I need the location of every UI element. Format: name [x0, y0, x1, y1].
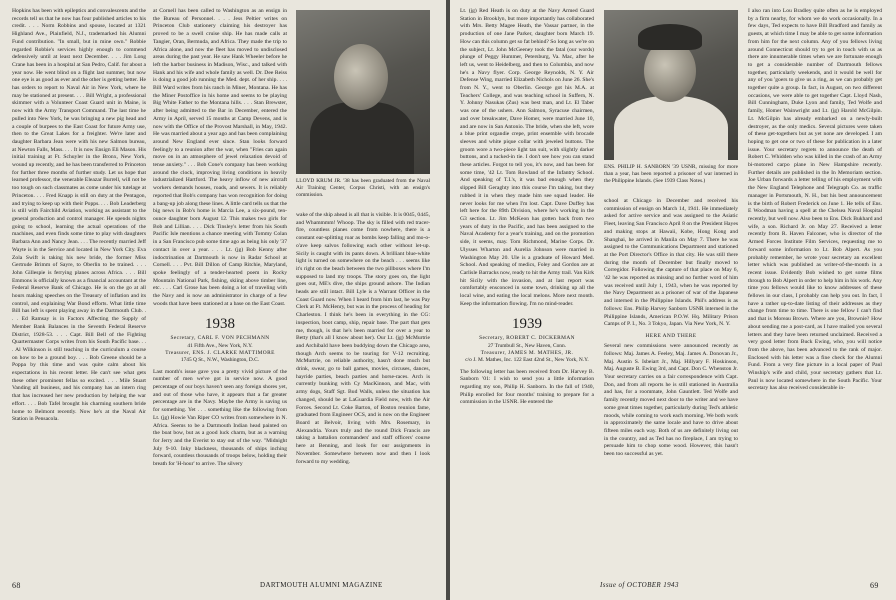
- right-column-3: [748, 8, 882, 568]
- class-notes-text: Last month's issue gave you a pretty vivid picture of the number of men we've got in service now. A good percentage of our boys haven't seen any foreign shores yet, and out of those who have, it appears that a far greater percentage are in the Navy. Maybe the Army is saving us for something. Yet . . . something like the following from Lt. (jg) Howie Van Riper CO writes from somewhere in N. Africa. Seems to be a Dartmouth Indian head painted on the boat bow, but as a good luck charm, but as a warning for Jerry and the Everist to stay out of the way. "Midnight July 9-10. Inky blackness, thousands of ships inching forward, countless thousands of troops below, holding their breath for 'H-hour' to arrive. The silvery: [153, 368, 287, 468]
- class-notes-text: Lt. (jg) Red Heath is on duty at the Navy Armed Guard Station in Brooklyn, but more importantly has collaborated with Mrs. Betty Magee Heath, the Vassar partner, in the production of one Jane Parker, daughter born March 19. How can this column get so fat behind? So long as we're on the subject, Lt. John McGeeney took the fatal (our words) plunge of Peggy Hummer, Petersburg, Va. Mac, after he left us, went to Heidelberg, and then to Columbia, and now he's a Navy flyer. Corp. George Reynolds, N. Y. Air Defense Wing, married Elizabeth Nichols on June 26. She's from N. Y., went to Oberlin. George got his M.A. at Teachers' College, and was teaching school in Suffern, N. Y. Johnny Nasukas (Zus) was best man, and Lt. El Taber was one of the ushers. Ann Salmon, Syracuse chairmen, and over breakwater, Dave Homer, were married June 10, and are now in San Antonio. The bride, when she left, wore a blue print organdie crepe, print ensemble with brocade sleeves and white pique collar with jeweled buttons. The groom wore a two-piece light tan suit, with slightly darker buttons, and a tucked-in tie. I don't see how you can stand these articles. Forgot to tell you, it's now, and has been for some time, '42 Lt. Tom Rowland of the Infantry School. And speaking of T.I.'s, it was bad enough when they slipped Bill Geraghty into this course I'm taking, but they rubbed it in when they made him see squad leader. He never looks for me when I'm lost. Capt. Dave Duffey has left here for the 89th Division, where he's working in the G3 section. Lt. Jim McKeon has gotten back from two years of duty in the Pacific, and has been assigned to the Naval Academy for a year's training, and on the promotion side, it seems, may. Tom Richmond, Marine Corps. Dr. Ulysses Wharton and Aurelia Johnson were married in Washington May 20. Ule is a graduate of Howard Med. School. And speaking of medics, Foley and Gordon are at Carlisle Barracks now, ready to hit the Army trail. Van Kirk hit Sicily with the invasion, and at last report was comfortably ensconced in some town, drinking up all the local wine, and eating the local melons. More next month. Keep the information flowing. I'm no mind-reader.: [460, 8, 594, 307]
- right-column-1: [460, 8, 594, 568]
- left-column-3: [296, 212, 430, 568]
- class-year-heading: 1939: [512, 316, 542, 333]
- left-page: [0, 0, 446, 600]
- secretary-line: Secretary, ROBERT C. DICKERMAN: [479, 335, 575, 342]
- issue-date: Issue of OCTOBER 1943: [600, 581, 679, 589]
- section-heading-here-and-there: HERE AND THERE: [645, 332, 697, 339]
- page-number: 68: [12, 581, 21, 590]
- page-number: 69: [870, 581, 879, 590]
- secretary-address: 27 Trumbull St., New Haven, Conn.: [487, 342, 567, 349]
- right-page: [450, 0, 896, 600]
- secretary-address: 41 Fifth Ave., New York, N.Y.: [187, 342, 253, 349]
- photo-caption: ENS. PHILIP H. SANBORN '39 USNR, missing for more than a year, has been reported a prisoner of war interned in the Philippine Islands. (See 1939 Class Notes.): [604, 164, 738, 185]
- class-notes-text: at Cornell has been called to Washington as an ensign in the Bureau of Personnel. . . . Jess Peltier writes on Princeton Club stationery claiming his destroyer has proved to be a swell cruise ship. He has made calls at Tangier, Oran, Bermuda, and Africa. They made the trip to Africa alone, and now the fleet has moved to undisclosed areas during the past year. He saw Hank Wheeler before he left the harbor business in Madison, Wisc., and talked with Hank and his wife and whole family as well. Dr. Dee Reiss is doing a good job running the Med. dept. of her ship. . . . Bill Ward writes from his ranch in Miner, Montana. He has the Miner Postoffice in his home and seems to be playing Big White Father to the Montana hills. . . . Stan Brewster, after being admitted to the Bar in December, entered the Army in April, served 15 months at Camp Devens, and is now with the Office of the Provost Marshall, in May, 1942. He was married about a year ago and has been complaining around New England ever since. Stan looks forward feelingly to a reunion after the war, when "Fries can again move on in an atmosphere of jewel relaxation devoid of tense anxiety." . . . Bob Cone's company has been working around the clock, improving living conditions in heavily industrialized Hartford. The heavy inflow of new aircraft workers demands houses, roads, and sewers. It is reliably reported that Bob's company has won recognition for doing a bang-up job along these lines. A little card tells us that the big news in Bob's home is Marcia Lee, a six-pound, ten-ounce daughter born August 12. This makes two girls for Bob and Lillian. . . . Dick Tinsley's letter from his South Pacific Isle mentions a chance meeting with Tommy Colan in a San Francisco pub some time ago as being his only '37 contact in over a year. . . . Lt. (jg) Bob Kenny after indoctrination at Dartmouth is now in Radar School at Cornell. . . . Pvt. Bill Dillon of Camp Ritchie, Maryland, spoke feelingly of a tender-hearted poem in Rocky Mountain National Park, fishing, skiing above timber line, etc. . . . Carl Grose has been doing a lot of traveling with the Navy and is now an administrator in charge of a few woods that have been stationed at a base on the East Coast.: [153, 8, 287, 307]
- treasurer-address: 1745 Q St., N.W., Washington, D.C.: [180, 357, 260, 364]
- secretary-line: Secretary, CARL F. VON PECHMANN: [170, 335, 270, 342]
- class-notes-text: Several new commissions were announced recently as follows: Maj. James A. Feeley, Maj. James A. Donovan Jr., Maj. Austin S. Isbeiart Jr., Maj. Hillyary F. Hoskinson, Maj. Auguste B. Ewing 3rd, and Capt. Don C. Whenston Jr. Your secretary carries on a fair correspondence with Capt. Don, and from all reports he is still stationed in Australia and has, for a roommate, John Gauntlett. Ted Wolfe and family recently moved next door to the writer and we have some great times together, particularly during Ted's athletic moods, while coming to work each morning. We both work in approximately the same locale and have to drive about fifteen miles each way. Both of us are definitely living out in the country, and as Ted has no fireplace, I am trying to persuade him to chop some wood. However, this hasn't been too successful as yet.: [604, 343, 738, 458]
- treasurer-address: c/o J. M. Mathes, Inc. 122 East 42nd St., New York, N.Y.: [465, 357, 589, 364]
- left-column-2: [153, 8, 287, 568]
- magazine-title: DARTMOUTH ALUMNI MAGAZINE: [260, 581, 383, 589]
- portrait-photo-sanborn: [604, 10, 738, 160]
- class-notes-text: Hopkins has been with epileptics and convalescents and the records tell us that he now has four published articles to his credit. . . . Norm Robbins and spouse, located at 1321 Highland Ave., Plainfield, N.J., trademarked his Alumni Fund contribution. "In small, but in mine own." Robbie regarded Robbie's services highly enough to commend defensively until at least next December. . . . Jim Long Crane has been in a hospital at San Pedro, Calif. for about a year now. He went blind on a flight last summer, but now one eye is as good as ever and the other is getting better. He has orders to report to Naval Air in New York, where he may be stationed at present. . . . Bill Wright, a professional skimmer with a Volunteer Coast Guard unit in Maine, is now with the Army Transport Command. The last time he pulled into New York, he was bringing a new pig head and a couple of burpees to the East Coast for future Army use, then to the Great Lakes for a freighter. We're later and daughter Barbara Jean were with his new Salmon bureau, at Newton Falls, Mass. . . . It is now Ensign Eli Mason. His initial training at Ft. Schuyler in the Bronx, New York, wound up recently, and he has been transferred to Princeton for further three months of further study. Let us hope that learned professor, the venerable Eleazar Burrell, will not be too tough on such classmates as come under his tutelage at Princeton. . . . Fred Knapp is still on duty at the Pentagon, and trying to keep up with their Popps. . . . Bob Leaderberg is still with Fairchild Aviation, working as assistant to the general production and control manager. He spends nights going to school, learning the actual operations of the machines, and even finds some time to play with daughters Barbara Ann and Nancy Jean. . . . The recently married Jeff Wayte is in the Service and located in New York City. Eva Zola Swift is taking his new bride, the former Miss Gertrude Brimm of Sayre, to Oberlin to be trained. . . . John Gillespie is ferrying planes across Africa. . . . Bill Emmons is officially known as a financial accountant at the Federal Reserve Bank of Chicago. He is on the go at all hours making speeches on the Treasury of inflation and its control, and explaining War Bond efforts. What little time Bill has left is spent playing away in the Dartmouth Club. . . . Ed Ramsay is in Factors Affecting the Supply of Member Bank Balances in the Seventh Federal Reserve District, 1928-53. . . . Capt. Bill Bell of the Fighting Quartermaster Corps writes from his South Pacific base. . . . Al Wilkinson is still teaching in the curriculum a course on how to be a ground boy. . . . Bob Greene should be a Poppa by this time and was quite calm about his expectations in his recent letter. He can't see what gets these other prominent fellas so excited. . . . Mile Stuart Vanding all business, and his company has an intern ring that has increased her new production by helping the war effort. . . . Bob Tafel brought his charming southern bride home to Belmont recently. Now he's at the Naval Air Station in Pensacola.: [12, 8, 146, 423]
- photo-caption: LLOYD KRUM JR. '38 has been graduated from the Naval Air Training Center, Corpus Christi, with an ensign's commission.: [296, 178, 430, 199]
- class-notes-text: school at Chicago in December and received his commission of ensign on March 14, 1941. He immediately asked for active service and was assigned to the Asiatic Fleet, leaving San Francisco April 8 on the President Hayes and making stops at Hawaii, Kobe, Hong Kong and Shanghai, he arrived in Manila on May 7. There he was assigned to the Communications Department and stationed at the Port Director's Office in that city. He was still there during the month of December but finally moved to Corregidor. Following the capture of that place on May 6, '42 he was reported as missing and no further word of him was received until July 1, 1943, when he was reported by the Navy Department as a prisoner of war of the Japanese and interned in the Philippine Islands. Phil's address is as follows: Ens. Philip Harvey Sanborn USNR interned in the Philippine Islands, American P.O.W. Hq. Military Prison Camps of P. I., No. 3 Tokyo, Japan. Via New York, N. Y.: [604, 198, 738, 328]
- portrait-photo-krum: [296, 10, 430, 174]
- left-column-1: [12, 8, 146, 568]
- class-notes-text: The following letter has been received from Dr. Harvey B. Sanborn '01: I wish to send you a little information regarding my son, Philip H. Sanborn. In the fall of 1940, Philip enrolled for four months' training to prepare for a commission in the USNR. He entered the: [460, 368, 594, 406]
- right-column-2: [604, 198, 738, 568]
- class-notes-text: I also ran into Lou Bradley quite often as he is employed by a firm nearby, for whom we do work occasionally. In a few days, Ted expects to have Bill Bradford and family as guests, at which time I may be able to get some information from him for the next column. Any of you fellows living around Connecticut should try to get in touch with us as there are innumerable times when we are fortunate enough to get a considerable number of Dartmouth fellows together, particularly weekends, and it would be well for any of you 'goers to give us a ring, as we can probably get together quite a group. In fact, in August, on two different occasions, we were able to get together Capt. Lloyd Nash, Bill Cunningham, Duke Lyon and family, Ted Wolfe and family, Homer Wainwright and Lt. (jg) Harold McGilpin. Lt. McGilpin has already embarked on a newly-built destroyer, as the only medics. Several pictures were taken of these get-togethers but as yet none are developed. I am hoping to get one or two of these for publication in a later issue. Your secretary regrets to announce the death of Robert C. Whidden who was killed in the crash of an Army bi-motored carpo plane in New Hampshire recently. Further details are published in the In Memoriam section. Joe Urban forwards a letter telling of his employment with the New England Telephone and Telegraph Co. as traffic manager in Portsmouth, N. H., but his best announcement is the birth of Robert Frederick on June 1. He tells of Ens. E Woodman having a spell at the Chelsea Naval Hospital recently, but well now. Also been to Ens. Dick Bukhard and wife, a son. Richard Jr. on May 27. Received a letter recently from R. Haven Falconer, who is director of the Armed Forces Institute Film Services, requesting me to forward some information to Lt. Bob Alpert. As you probably remember, he wrote your secretary an excellent letter which was published as writer-of-the-month in a recent issue. Evidently Bob wished to get some films through to Bob Alpert in order to help him in his work. Any time you fellows would like to know addresses of these fellows in our class, I probably can help you out. In fact, I have a rather up-to-date listing of their addresses as they change from time to time. There is one fellow I can't find and that is Moreau Brown. Where are you, Brownie? How about sending me a post-card, as I have mailed you several letters and they have been returned unclaimed. Received a very good letter from Buck Ewing, who, you will notice from the above, has been advanced to the rank of major. Enclosed with his letter was a fine check for the Alumni Fund. From a very fine picture in a local paper of Paul Winship's wife and child, your secretary gathers that Lt. Paul is now located somewhere in the South Pacific. Your secretary has also received considerable in-: [748, 8, 882, 392]
- treasurer-line: Treasurer, ENS. J. CLARKE MATTIMORE: [165, 350, 275, 357]
- class-year-heading: 1938: [205, 316, 235, 333]
- class-notes-text: wake of the ship ahead is all that is visible. It is 0045, 0445, and Whammmm! Whoop. The sky is filled with red tracer-fire, countless planes come from nowhere, there is a constant ear-splitting roar as bombs keep falling and mo-o-o'ave keep salvos following each other without let-up. Sicily is caught with its pants down. A brilliant blue-white light is turned on somewhere on the beach . . . seems like it's right on the beach between the two pillboxes where I'm supposed to land my troops. The story goes on, the light goes out, ME's dive, the ships ground ashore. The Indian heads are still intact. Bill Lyle is a Warrant Officer in the Coast Guard now. When I heard from him last, he was Pay Clerk at Ft. McHenry, but was in the process of heading for Charleston. I think he's been in everything in the CG: inspection, boot camp, ship, repair base. The part that gets me, though, is that he's been married for over a year to Betty (that's all I know about her). Our Lt. (jg) McMurtrie and Archibald have been buddying down the Chicago area, though Arch seems to be touring for V-12 recruiting. McMurtrie, on reliable authority, hasn't done much but drink, swear, go to ball games, movies, circuses, dances, hayride parties, beach parties and horse-races. Arch is currently bunking with Cy MacKinnon, and Mac, with army dogs, Staff Sgt. Bud Walls, unless the situation has changed, should be at LaGuardia Field now, with the Air Forces. Second Lt. Coke Barton, of Boston reunion fame, graduated from Engineer OCS, and is now on the Engineer Board at Belvoir, living with Mrs. Rosemary, in Alexandria. Yours truly and the round Dick Francis are taking a battalion commanders' and staff officers' course here at Benning, and look for our assignments in November. Somewhere between now and then I look forward to my wedding.: [296, 212, 430, 465]
- treasurer-line: Treasurer, JAMES M. MATHES, JR.: [480, 350, 574, 357]
